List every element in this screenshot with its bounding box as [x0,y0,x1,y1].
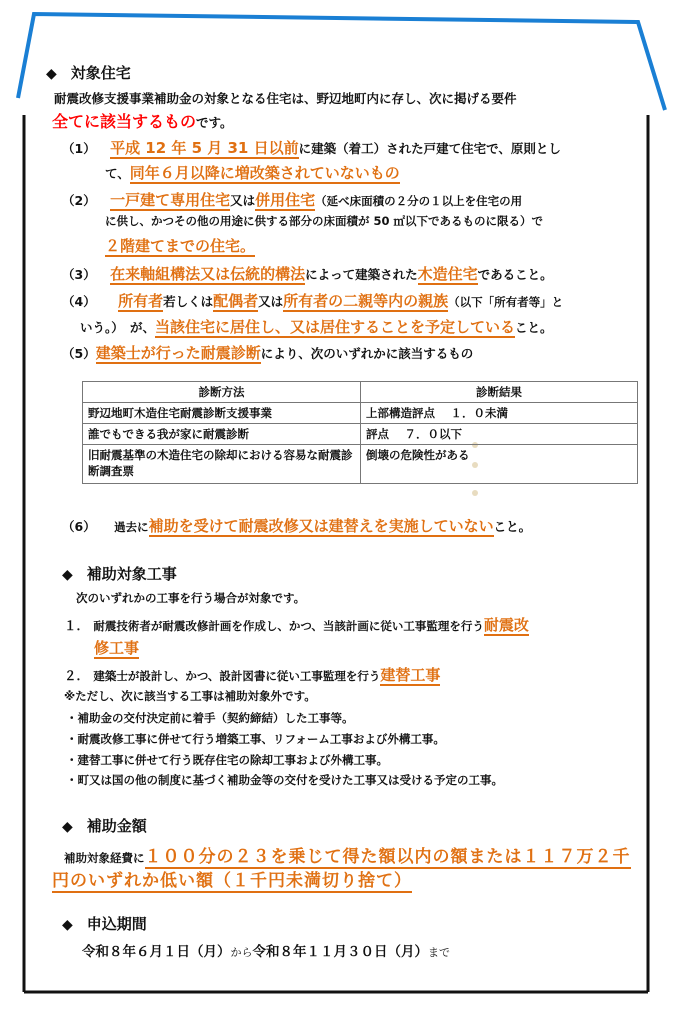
emphasis-all-applicable: 全てに該当するもの [52,112,197,131]
exclusion-item: ・補助金の交付決定前に着手（契約締結）した工事等。 [66,711,354,725]
work-2 [64,664,440,685]
highlight-text: 建替工事 [380,666,441,684]
highlight-text: 補助を受けて耐震改修又は建替えを実施していない [148,517,494,535]
section-title-text: 補助金額 [86,817,147,835]
section-title-text: 申込期間 [86,915,147,933]
body-text: こと。 [515,320,553,335]
body-text: 建築士が設計し、かつ、設計図書に従い工事監理を行う [93,669,381,683]
highlight-text: 建築士が行った耐震診断 [95,344,261,362]
highlight-text: 所有者の二親等内の親族 [283,292,449,310]
requirement-4-line-2 [80,316,553,337]
table-cell: 誰でもできる我が家に耐震診断 [83,424,361,445]
body-text: いう。） が、 [80,320,156,335]
body-text: （延べ床面積の２分の１以上を住宅の用 [315,194,523,208]
exclusion-item: ・耐震改修工事に併せて行う増築工事、リフォーム工事および外構工事。 [66,732,445,746]
highlight-text: 同年６月以降に増改築されていないもの [129,164,400,182]
section-application-period-title [62,913,147,934]
highlight-text: 在来軸組構法又は伝統的構法 [110,265,306,283]
work-number: １． [64,618,90,633]
period-start: 令和８年６月１日（月） [82,944,231,960]
exclusion-item: ・建替工事に併せて行う既存住宅の除却工事および外構工事。 [66,753,388,767]
work-1-line-2 [94,637,139,658]
highlight-text: 修工事 [94,639,140,657]
table-cell: 旧耐震基準の木造住宅の除却における容易な耐震診断調査票 [83,445,361,484]
body-text: こと。 [493,519,532,534]
table-cell: 評点 ７．０以下 [361,424,638,445]
requirement-1-line-1 [62,137,561,158]
body-text: 又は [230,193,256,208]
highlight-text: 円のいずれか低い額（１千円未満切り捨て） [52,871,412,891]
section-eligible-works-title [62,563,177,584]
body-text: 若しくは [163,294,214,309]
requirement-number: （2） [62,193,96,208]
requirement-2-line-1 [62,189,522,210]
body-text: によって建築された [305,267,418,282]
table-header-result: 診断結果 [361,382,638,403]
requirement-6 [62,515,531,536]
table-row [83,403,638,424]
section-title-text: 補助対象工事 [86,565,177,583]
body-text: （以下「所有者等」と [448,295,564,309]
highlight-text: 所有者 [118,292,164,310]
diamond-bullet-icon: ◆ [62,917,73,933]
table-cell: 野辺地町木造住宅耐震診断支援事業 [83,403,361,424]
highlight-text: ２階建てまでの住宅。 [105,237,256,255]
intro-line-2 [52,109,233,132]
requirement-number: （1） [62,141,96,156]
highlight-text: 併用住宅 [255,191,316,209]
section-subsidy-amount-title [62,815,147,836]
exclusion-note: ※ただし、次に該当する工事は補助対象外です。 [64,689,316,703]
diamond-bullet-icon: ◆ [62,819,73,835]
requirement-number: （4） [62,294,96,309]
highlight-text: 平成 12 年 5 月 31 日以前 [110,139,299,157]
body-text: に建築（着工）された戸建て住宅で、原則とし [298,141,561,156]
highlight-text: 一戸建て専用住宅 [110,191,231,209]
diamond-bullet-icon: ◆ [46,66,57,82]
table-header-row [83,382,638,403]
table-row [83,424,638,445]
table-cell: 倒壊の危険性がある [361,445,638,484]
body-text: 耐震技術者が耐震改修計画を作成し、かつ、当該計画に従い工事監理を行う [93,619,484,633]
body-text: であること。 [477,267,553,282]
exclusion-item: ・町又は国の他の制度に基づく補助金等の交付を受けた工事又は受ける予定の工事。 [66,773,503,787]
period-end: 令和８年１１月３０日（月） [252,944,428,960]
diamond-bullet-icon: ◆ [62,567,73,583]
highlight-text: 木造住宅 [417,265,478,283]
work-1-line-1 [64,614,529,635]
work-number: ２． [64,668,90,683]
section-title-text: 対象住宅 [70,64,131,82]
body-text: 過去に [114,520,149,534]
requirement-number: （3） [62,267,96,282]
intro-line-1: 耐震改修支援事業補助金の対象となる住宅は、野辺地町内に存し、次に掲げる要件 [54,91,517,106]
body-text: により、次のいずれかに該当するもの [260,346,474,361]
body-text: 又は [258,294,284,309]
body-text: て、 [105,166,130,181]
highlight-text: 当該住宅に居住し、又は居住することを予定している [155,318,516,336]
table-cell: 上部構造評点 １．０未満 [361,403,638,424]
table-row [83,445,638,484]
intro-line-2-rest: です。 [196,115,233,130]
requirement-5 [62,342,473,363]
highlight-text: 耐震改 [483,616,529,634]
requirement-2-line-3 [105,235,255,256]
requirement-3 [62,263,553,284]
requirement-number: （5） [62,346,96,361]
requirement-4-line-1 [62,290,563,311]
diagnosis-table [82,381,638,484]
requirement-number: （6） [62,519,96,534]
requirement-1-line-2 [105,162,400,183]
subsidy-amount-line-1 [64,842,631,867]
subsidy-amount-line-2 [52,866,412,891]
table-header-method: 診断方法 [83,382,361,403]
requirement-2-line-2: に供し、かつその他の用途に供する部分の床面積が 50 ㎡以下であるものに限る）で [105,214,544,228]
period-until-text: まで [428,946,450,959]
period-from-text: から [230,946,253,959]
section-target-housing-title [46,62,131,83]
body-text: 補助対象経費に [64,851,145,865]
highlight-text: １００分の２３を乗じて得た額以内の額または１１７万２千 [144,847,631,867]
eligible-works-intro: 次のいずれかの工事を行う場合が対象です。 [76,591,306,605]
application-period [82,940,450,960]
highlight-text: 配偶者 [213,292,259,310]
